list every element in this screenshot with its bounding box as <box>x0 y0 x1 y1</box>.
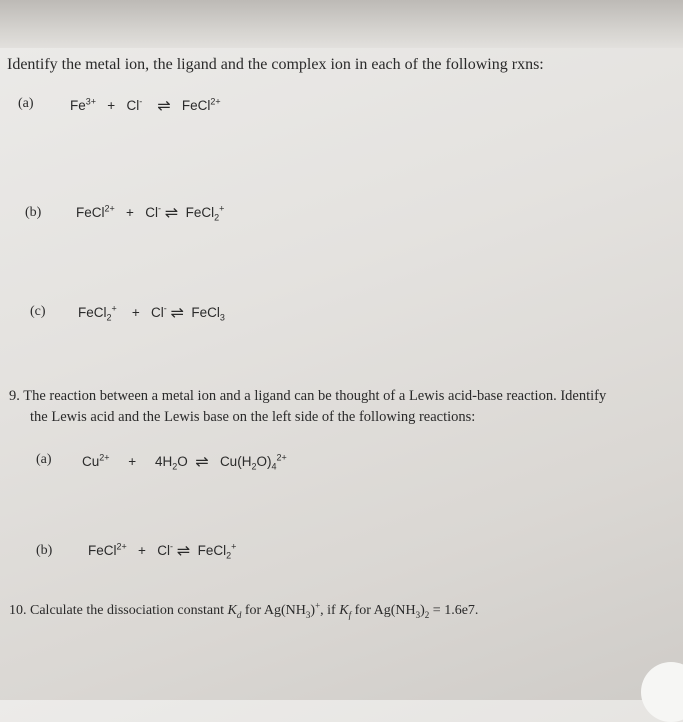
question-10-text: , if <box>320 603 340 618</box>
subscript: d <box>236 609 242 620</box>
plus-sign: + <box>138 543 146 558</box>
subscript: 4 <box>271 461 277 472</box>
charge: + <box>111 303 117 314</box>
question-heading <box>7 56 544 74</box>
question-10-text: for Ag(NH <box>241 603 306 618</box>
product: Cu(H <box>219 454 252 469</box>
reactant: Cl <box>150 305 164 320</box>
subscript: 2 <box>106 312 112 323</box>
part-a-label: (a) <box>18 96 34 111</box>
reactant: O <box>177 454 188 469</box>
charge: 2+ <box>104 203 115 214</box>
reactant: Cl <box>126 98 140 113</box>
kd-symbol: K <box>227 603 237 618</box>
reactant: FeCl <box>88 543 117 558</box>
subscript: 2 <box>172 461 178 472</box>
light-reflection <box>641 662 683 722</box>
reactant: FeCl <box>76 205 105 220</box>
equation-9b <box>88 541 236 561</box>
charge: - <box>169 541 173 552</box>
equilibrium-arrow-icon: ⇌ <box>195 454 209 471</box>
plus-sign: + <box>131 305 140 320</box>
question-9-line-2 <box>30 409 475 426</box>
reaction-b <box>25 203 41 221</box>
question-10-text: for Ag(NH <box>351 603 416 618</box>
charge: - <box>163 303 167 314</box>
equation-9a <box>82 452 287 472</box>
subscript: 3 <box>415 609 421 620</box>
question-9-line-1 <box>9 388 606 405</box>
question-9-text: 9. The reaction between a metal ion and a ligand can be thought of a Lewis acid-base reaction. Identify <box>9 388 607 404</box>
reaction-9a <box>36 450 52 468</box>
charge: 2+ <box>116 541 127 552</box>
charge: 3+ <box>85 96 97 107</box>
part-c-label: (c) <box>30 304 46 319</box>
charge: + <box>315 600 321 611</box>
charge: 2+ <box>276 452 287 463</box>
charge: + <box>231 541 237 552</box>
subscript: 2 <box>251 461 257 472</box>
reactant: Fe <box>70 98 86 113</box>
subscript: 3 <box>219 312 225 323</box>
charge: - <box>139 96 143 107</box>
kf-symbol: K <box>339 603 349 618</box>
equilibrium-arrow-icon: ⇌ <box>176 543 191 560</box>
photo-background-shadow <box>0 0 683 48</box>
equation-a <box>70 96 221 116</box>
charge: - <box>157 203 161 214</box>
reactant: Cl <box>145 205 158 220</box>
reactant: Cl <box>157 543 170 558</box>
subscript: 2 <box>226 550 232 561</box>
plus-sign: + <box>128 454 137 469</box>
reaction-c <box>30 302 46 320</box>
equilibrium-arrow-icon: ⇌ <box>170 305 184 322</box>
plus-sign: + <box>107 98 116 113</box>
product: FeCl <box>181 98 211 113</box>
equation-b <box>76 203 224 223</box>
question-9-text: the Lewis acid and the Lewis base on the left side of the following reactions: <box>30 409 476 425</box>
part-9a-label: (a) <box>36 452 52 467</box>
subscript: f <box>348 609 352 620</box>
product: FeCl <box>191 305 220 320</box>
charge: 2+ <box>210 96 221 107</box>
reactant: 4H <box>154 454 173 469</box>
question-10-text: = 1.6e7. <box>429 603 479 618</box>
product: FeCl <box>185 205 215 220</box>
reaction-9b <box>36 541 52 559</box>
equilibrium-arrow-icon: ⇌ <box>157 98 171 115</box>
reaction-a <box>18 94 34 112</box>
question-10 <box>9 600 479 620</box>
charge: 2+ <box>99 452 110 463</box>
reactant: FeCl <box>78 305 107 320</box>
heading-text: Identify the metal ion, the ligand and the complex ion in each of the following rxns: <box>7 56 544 73</box>
equation-c <box>78 303 225 323</box>
question-10-text: ) <box>420 603 425 618</box>
plus-sign: + <box>126 205 134 220</box>
reactant: Cu <box>82 454 100 469</box>
part-9b-label: (b) <box>36 543 53 558</box>
question-10-text: 10. Calculate the dissociation constant <box>9 603 228 618</box>
subscript: 2 <box>214 212 220 223</box>
part-b-label: (b) <box>25 205 42 220</box>
equilibrium-arrow-icon: ⇌ <box>164 205 179 222</box>
subscript: 2 <box>424 609 430 620</box>
charge: + <box>219 203 225 214</box>
subscript: 3 <box>305 609 311 620</box>
product: O) <box>256 454 272 469</box>
question-10-text: ) <box>310 603 316 618</box>
product: FeCl <box>197 543 227 558</box>
